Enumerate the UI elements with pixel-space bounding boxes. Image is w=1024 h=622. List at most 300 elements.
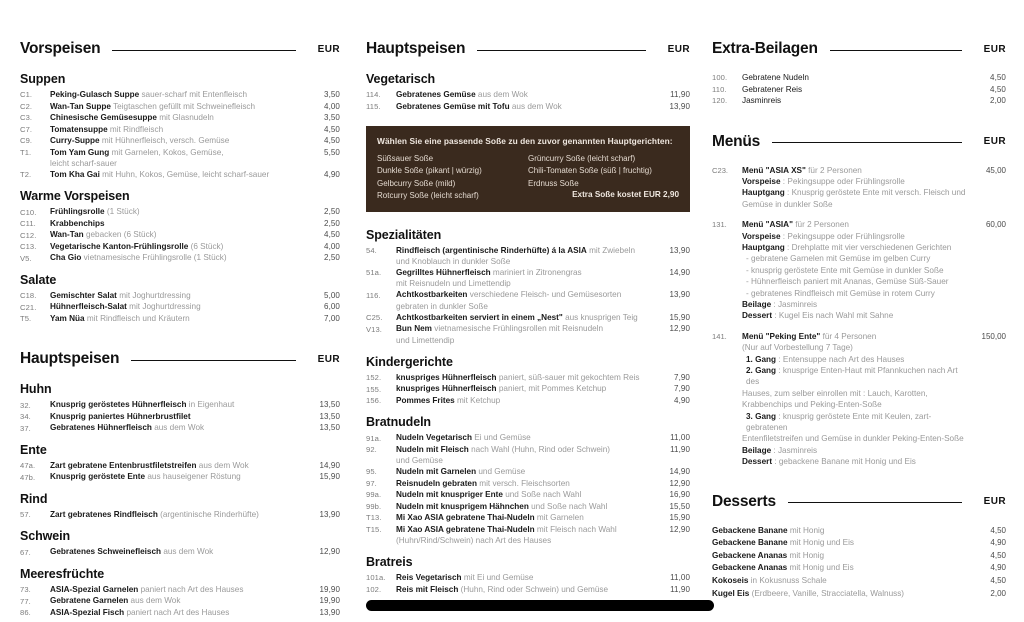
menu-line [742, 176, 966, 187]
item-body [50, 112, 306, 123]
item-desc: paniert, süß-sauer mit gekochtem Reis [498, 372, 640, 382]
menu-item[interactable] [20, 301, 340, 313]
dessert-item[interactable] [712, 525, 1006, 538]
menu-item[interactable] [20, 112, 340, 124]
item-desc: mit Zwiebeln [589, 245, 636, 255]
item-name: Pommes Frites [396, 395, 455, 405]
item-price: 14,90 [669, 268, 690, 278]
item-body [712, 525, 972, 538]
item-name: Nudeln mit Fleisch [396, 444, 469, 454]
item-code: C3. [20, 113, 33, 123]
menu-line-label: Vorspeise [742, 176, 781, 186]
group-title-salate: Salate [20, 272, 57, 287]
item-price: 6,00 [324, 302, 340, 312]
item-price: 3,50 [324, 90, 340, 99]
group-title-warme-vorspeisen: Warme Vorspeisen [20, 189, 130, 204]
menu-line-text: : Pekingsuppe oder Frühlingsrolle [780, 176, 905, 186]
group-title-bratreis: Bratreis [366, 555, 413, 570]
item-body [742, 84, 972, 95]
item-price: 4,00 [324, 101, 340, 111]
menu-item[interactable] [20, 124, 340, 136]
section-title: Vorspeisen [20, 40, 101, 57]
item-name: Hühnerfleisch-Salat [50, 302, 127, 312]
section-title: Hauptspeisen [20, 350, 120, 368]
menu-item[interactable] [20, 411, 340, 423]
menu-list [712, 165, 1006, 468]
item-desc: aus dem Wok [198, 460, 249, 470]
item-desc: (Erdbeere, Vanille, Stracciatella, Walnuss) [751, 588, 905, 598]
menu-item[interactable] [20, 471, 340, 483]
item-body [50, 169, 306, 180]
item-body [742, 219, 972, 322]
currency-label: EUR [667, 43, 690, 55]
item-code: C13. [20, 242, 37, 252]
item-price: 2,50 [324, 207, 340, 217]
sauce-option[interactable]: Rotcurry Soße (leicht scharf) [377, 191, 479, 201]
group-title-schwein: Schwein [20, 529, 71, 544]
item-desc-cont: leicht scharf-sauer [50, 158, 117, 168]
menu-line-label: Hauptgang [742, 188, 785, 198]
menu-line-text: : Jasminreis [771, 445, 818, 455]
item-body [396, 101, 656, 112]
item-code: 120. [712, 96, 728, 106]
item-price: 19,90 [319, 596, 340, 606]
item-code: 99a. [366, 490, 382, 500]
menu-line [742, 310, 966, 321]
sauce-option[interactable]: Süßsauer Soße [377, 154, 434, 163]
item-code: 114. [366, 90, 381, 100]
menu-line-text: Krabbenchips und Peking-Enten-Soße [742, 400, 882, 410]
menu-item[interactable] [366, 372, 690, 384]
menu-line-label: Dessert [742, 311, 773, 321]
menu-item[interactable] [20, 218, 340, 230]
item-price: 4,90 [674, 395, 690, 405]
item-body [50, 241, 306, 252]
menu-line-text: Entenfiletstreifen und Gemüse in dunkler Peking-Enten-Soße [742, 434, 964, 444]
menu-line [742, 187, 966, 198]
item-code: 115. [366, 101, 381, 111]
item-body [396, 466, 656, 477]
item-price: 11,00 [670, 433, 690, 443]
item-body [742, 72, 972, 83]
menu-item[interactable] [366, 584, 690, 596]
menu-item[interactable] [20, 422, 340, 434]
menu-desc: für 2 Personen [808, 165, 862, 175]
menu-line [742, 265, 966, 276]
item-code: 34. [20, 412, 31, 422]
group-items-bratnudeln [366, 432, 690, 546]
item-desc-cont: und Gemüse [396, 455, 443, 465]
header-rule [477, 50, 646, 51]
item-code: 77. [20, 596, 31, 606]
menu-item[interactable] [20, 607, 340, 619]
group-items-huhn [20, 399, 340, 434]
group-items-bratreis [366, 572, 690, 595]
menu-package[interactable] [712, 331, 1006, 468]
item-price: 4,50 [990, 84, 1006, 94]
item-desc: mit Joghurtdressing [129, 302, 201, 312]
menu-name: Menü "ASIA" [742, 220, 793, 230]
group-items-extra-beilagen [712, 72, 1006, 107]
section-header-hauptspeisen-left [20, 350, 340, 368]
item-name: Zart gebratene Entenbrustfiletstreifen [50, 460, 197, 470]
item-price: 4,50 [990, 550, 1006, 560]
currency-label: EUR [983, 136, 1006, 147]
item-price: 4,50 [990, 576, 1006, 586]
item-code: 86. [20, 608, 31, 618]
menu-item[interactable] [20, 147, 340, 169]
item-desc: mariniert in Zitronengras [492, 268, 582, 278]
item-name: Reis mit Fleisch [396, 584, 459, 594]
item-code: V13. [366, 324, 383, 334]
menu-line [742, 199, 966, 210]
group-items-ente [20, 460, 340, 483]
menu-line [742, 365, 966, 388]
group-title-vegetarisch: Vegetarisch [366, 72, 436, 86]
menu-item[interactable] [20, 169, 340, 181]
item-desc: aus dem Wok [130, 596, 181, 606]
item-body [396, 512, 656, 523]
item-price: 14,90 [319, 460, 340, 470]
menu-package[interactable] [712, 165, 1006, 211]
menu-item[interactable] [366, 432, 690, 444]
item-name: Zart gebratenes Rindfleisch [50, 509, 158, 519]
item-name: Nudeln mit knuspriger Ente [396, 490, 503, 500]
item-body [396, 289, 656, 311]
group-title-kindergerichte: Kindergerichte [366, 354, 453, 369]
menu-item[interactable] [366, 89, 690, 101]
dessert-item[interactable] [712, 550, 1006, 563]
item-body [50, 135, 306, 146]
item-price: 11,90 [670, 584, 690, 594]
item-name: Mi Xao ASIA gebratene Thai-Nudeln [396, 524, 535, 534]
item-name: Gebratene Garnelen [50, 596, 129, 606]
menu-item[interactable] [712, 95, 1006, 107]
header-rule [772, 142, 962, 143]
menu-item[interactable] [366, 245, 690, 267]
menu-line-label: Beilage [742, 299, 772, 309]
menu-item[interactable] [366, 323, 690, 345]
item-price: 4,90 [324, 169, 340, 179]
item-name: Tomatensuppe [50, 124, 108, 134]
item-name: Gebratenes Schweinefleisch [50, 547, 162, 557]
menu-line-text: : knusprig geröstete Ente mit Keulen, zart-gebratenen [746, 411, 932, 433]
menu-item[interactable] [366, 572, 690, 584]
item-body [50, 546, 306, 557]
item-body [396, 444, 656, 466]
item-price: 15,50 [669, 501, 690, 511]
menu-item[interactable] [366, 312, 690, 324]
menu-item[interactable] [366, 501, 690, 513]
menu-item[interactable] [366, 444, 690, 466]
item-desc: und Soße nach Wahl [531, 501, 608, 511]
item-desc: mit Ei und Gemüse [463, 573, 534, 583]
item-name: Wan-Tan [50, 230, 84, 240]
item-body [50, 471, 306, 482]
item-desc: mit Fleisch nach Wahl [536, 524, 617, 534]
item-price: 15,90 [319, 472, 340, 482]
menu-item[interactable] [712, 72, 1006, 84]
menu-item[interactable] [712, 84, 1006, 96]
item-price: 11,90 [670, 90, 690, 99]
group-items-vegetarisch [366, 89, 690, 112]
item-desc: mit Honig [789, 525, 825, 535]
item-body [50, 124, 306, 135]
menu-item[interactable] [366, 478, 690, 490]
sauce-option[interactable]: Grüncurry Soße (leicht scharf) [528, 154, 636, 163]
menu-item[interactable] [20, 89, 340, 101]
item-code: T5. [20, 314, 32, 324]
item-name: Achtkostbarkeiten serviert in einem „Nest" [396, 312, 563, 322]
menu-item[interactable] [366, 101, 690, 113]
sauce-option[interactable]: Chili-Tomaten Soße (süß | fruchtig) [528, 166, 652, 176]
item-body [742, 331, 972, 468]
menu-line-text: : Jasminreis [771, 299, 818, 309]
item-desc: vietnamesische Frühlingsrollen mit Reisnudeln [434, 324, 604, 334]
dessert-item[interactable] [712, 537, 1006, 550]
item-price: 7,90 [674, 372, 690, 382]
item-body [396, 572, 656, 583]
menu-item[interactable] [366, 289, 690, 311]
menu-item[interactable] [20, 313, 340, 325]
item-code: 67. [20, 547, 31, 557]
item-desc: verschiedene Fleisch- und Gemüsesorten [469, 290, 622, 300]
item-price: 150,00 [981, 331, 1006, 341]
item-body [396, 395, 656, 406]
menu-item[interactable] [20, 584, 340, 596]
item-price: 4,50 [990, 525, 1006, 535]
menu-item[interactable] [366, 466, 690, 478]
menu-item[interactable] [366, 524, 690, 546]
item-code: 91a. [366, 433, 382, 443]
item-name: Tom Yam Gung [50, 147, 110, 157]
item-code: 54. [366, 245, 377, 255]
item-body [50, 252, 306, 263]
menu-item[interactable] [366, 489, 690, 501]
menu-line-text: : Drehplatte mit vier verschiedenen Gerichten [784, 242, 952, 252]
item-code: T2. [20, 170, 32, 180]
dessert-item[interactable] [712, 562, 1006, 575]
sauce-box-title: Wählen Sie eine passende Soße zu den zuvor genannten Hauptgerichten: [377, 136, 673, 146]
item-body [50, 595, 306, 606]
item-name: Peking-Gulasch Suppe [50, 90, 140, 99]
item-desc-cont: und Limettendip [396, 335, 455, 345]
group-items-spezialitaeten [366, 245, 690, 346]
item-desc: mit Honig [789, 550, 825, 560]
spacer [712, 477, 1006, 493]
item-name: Nudeln mit Garnelen [396, 467, 477, 477]
item-name: Jasminreis [742, 96, 782, 105]
menu-item[interactable] [20, 460, 340, 472]
menu-item[interactable] [20, 101, 340, 113]
item-body [50, 218, 306, 229]
item-code: 47a. [20, 461, 36, 471]
item-price: 4,00 [324, 241, 340, 251]
item-body [396, 524, 656, 546]
menu-item[interactable] [20, 206, 340, 218]
menu-line-text: - knusprig geröstete Ente mit Gemüse in dunkler Soße [746, 265, 944, 275]
menu-item[interactable] [366, 512, 690, 524]
section-header-menues [712, 133, 1006, 151]
item-price: 7,00 [324, 313, 340, 323]
menu-item[interactable] [20, 229, 340, 241]
menu-item[interactable] [20, 399, 340, 411]
item-name: Gebratener Reis [742, 84, 803, 94]
item-price: 60,00 [985, 220, 1006, 230]
item-desc: (argentinische Rinderhüfte) [160, 509, 259, 519]
group-title-huhn: Huhn [20, 382, 52, 397]
item-code: 155. [366, 384, 382, 394]
item-price: 13,50 [319, 411, 340, 421]
item-code: 156. [366, 396, 382, 406]
item-name: Chinesische Gemüsesuppe [50, 113, 157, 122]
header-rule [112, 50, 296, 51]
menu-line-label: Dessert [742, 457, 773, 467]
black-overlay-bar [366, 600, 714, 611]
group-items-rind [20, 509, 340, 521]
item-code: 102. [366, 584, 382, 594]
sauce-option[interactable]: Dunkle Soße (pikant | würzig) [377, 166, 482, 176]
item-code: V5. [20, 253, 32, 263]
item-price: 14,90 [669, 467, 690, 477]
menu-line [742, 299, 966, 310]
item-name: Knusprig geröstetes Hühnerfleisch [50, 400, 187, 410]
group-title-meeresfruechte: Meeresfrüchte [20, 566, 105, 581]
item-body [396, 323, 656, 345]
menu-item[interactable] [366, 267, 690, 289]
menu-line-label: Vorspeise [742, 231, 781, 241]
menu-item[interactable] [366, 383, 690, 395]
item-body [712, 550, 972, 563]
item-code: 99b. [366, 501, 382, 511]
currency-label: EUR [983, 496, 1006, 508]
sauce-option[interactable]: Erdnuss Soße [528, 178, 579, 188]
menu-line-text: : Entensuppe nach Art des Hauses [776, 354, 905, 364]
item-price: 7,90 [674, 384, 690, 394]
item-body [396, 584, 656, 595]
dessert-item[interactable] [712, 575, 1006, 588]
item-desc-cont: gebraten in dunkler Soße [396, 301, 488, 311]
sauce-column-left [377, 153, 528, 203]
menu-item[interactable] [20, 509, 340, 521]
item-name: Tom Kha Gai [50, 169, 100, 179]
item-body [50, 399, 306, 410]
item-name: Achtkostbarkeiten [396, 290, 468, 300]
menu-line-text: Gemüse in dunkler Soße [742, 199, 833, 209]
item-body [50, 422, 306, 433]
dessert-item[interactable] [712, 588, 1006, 601]
item-code: 32. [20, 400, 31, 410]
item-desc: mit Garnelen [536, 513, 584, 523]
item-price: 15,90 [669, 513, 690, 523]
item-price: 45,00 [985, 165, 1006, 175]
item-code: C10. [20, 207, 37, 217]
item-desc: in Kokusnuss Schale [750, 576, 827, 586]
item-desc-cont: (Huhn/Rind/Schwein) nach Art des Hauses [396, 535, 552, 545]
item-desc: (6 Stück) [190, 241, 224, 251]
item-body [396, 478, 656, 489]
item-body [396, 89, 656, 100]
item-body [50, 509, 306, 520]
item-desc: mit Rindfleisch und Kräutern [86, 313, 190, 323]
menu-item[interactable] [20, 546, 340, 558]
item-name: ASIA-Spezial Garnelen [50, 584, 139, 594]
item-desc: mit Glasnudeln [159, 113, 214, 122]
menu-title-line [742, 165, 966, 176]
menu-title-line [742, 219, 966, 230]
menu-item[interactable] [20, 241, 340, 253]
menu-line [742, 242, 966, 253]
item-desc-cont: und Knoblauch in dunkler Soße [396, 256, 511, 266]
item-name: Reisnudeln gebraten [396, 478, 477, 488]
sauce-option[interactable]: Gelbcurry Soße (mild) [377, 178, 456, 188]
item-name: Yam Nüa [50, 313, 85, 323]
item-price: 16,90 [669, 490, 690, 500]
item-body [396, 372, 656, 383]
item-name: Gebratenes Hühnerfleisch [50, 423, 152, 433]
section-header-hauptspeisen-middle [366, 40, 690, 58]
item-price: 4,50 [324, 230, 340, 240]
item-body [50, 290, 306, 301]
menu-line [742, 276, 966, 287]
menu-line-label: 1. Gang [746, 354, 777, 364]
item-code: 97. [366, 478, 377, 488]
item-body [742, 165, 972, 211]
item-desc: (1 Stück) [106, 207, 140, 217]
sauce-columns [377, 153, 679, 203]
item-price: 13,90 [319, 509, 340, 519]
currency-label: EUR [983, 43, 1006, 55]
item-name: Vegetarische Kanton-Frühlingsrolle [50, 241, 189, 251]
menu-line [742, 399, 966, 410]
menu-item[interactable] [20, 135, 340, 147]
spacer [20, 324, 340, 350]
menu-line [742, 231, 966, 242]
currency-label: EUR [317, 353, 340, 365]
menu-item[interactable] [366, 395, 690, 407]
item-body [712, 575, 972, 588]
item-desc: nach Wahl (Huhn, Rind oder Schwein) [471, 444, 611, 454]
item-name: Gebackene Banane [712, 538, 788, 548]
menu-item[interactable] [20, 290, 340, 302]
item-code: C25. [366, 313, 383, 323]
item-desc-cont: mit Reisnudeln und Limettendip [396, 279, 511, 289]
item-desc: aus dem Wok [163, 547, 214, 557]
spacer [712, 107, 1006, 133]
item-name: Kokoseis [712, 576, 749, 586]
item-desc: (Huhn, Rind oder Schwein) und Gemüse [460, 584, 609, 594]
item-price: 4,50 [324, 124, 340, 134]
item-code: T15. [366, 524, 382, 534]
section-header-extra-beilagen [712, 40, 1006, 58]
item-body [50, 411, 306, 422]
item-code: C21. [20, 302, 37, 312]
menu-package[interactable] [712, 219, 1006, 322]
item-price: 15,90 [669, 312, 690, 322]
item-price: 13,90 [669, 245, 690, 255]
menu-item[interactable] [20, 252, 340, 264]
item-name: Gebratene Nudeln [742, 73, 809, 82]
item-desc: mit Honig und Eis [789, 538, 854, 548]
item-body [50, 147, 306, 169]
menu-item[interactable] [20, 595, 340, 607]
menu-line [742, 342, 966, 353]
sauce-selection-box [366, 126, 690, 212]
item-desc: aus dem Wok [511, 101, 562, 111]
item-body [396, 383, 656, 394]
column-right [704, 0, 1024, 622]
item-code: 110. [712, 84, 727, 94]
